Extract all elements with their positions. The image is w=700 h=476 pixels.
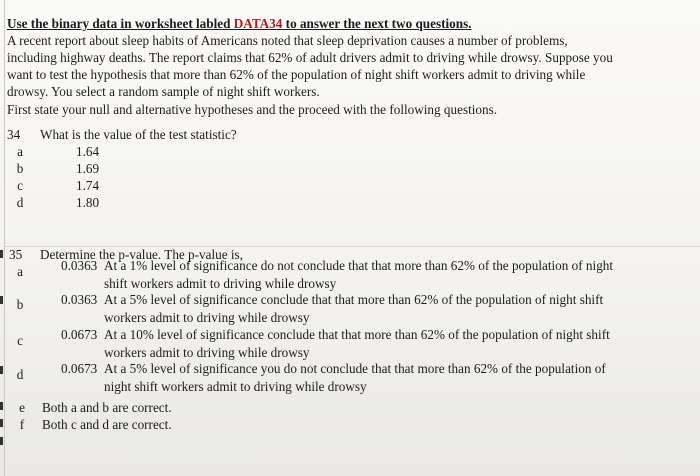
q35-option-b-letter: b xyxy=(16,297,24,312)
question-35-number: 35 xyxy=(9,247,23,262)
intro-line-3: want to test the hypothesis that more than 62% of the population of night shift workers admit to driving while xyxy=(7,67,586,82)
question-35-text: Determine the p-value. The p-value is, xyxy=(40,247,243,262)
q35-option-d-pvalue: 0.0673 xyxy=(61,361,98,376)
q35-option-e-text: Both a and b are correct. xyxy=(42,400,172,415)
row-marker xyxy=(0,419,3,427)
q35-option-b-pvalue: 0.0363 xyxy=(61,292,98,307)
row-marker xyxy=(0,296,3,304)
q35-option-c-pvalue: 0.0673 xyxy=(61,327,98,342)
q34-option-d-letter: d xyxy=(16,195,24,210)
q35-option-c-letter: c xyxy=(17,333,23,348)
q35-option-a-text-1: At a 1% level of significance do not conclude that that more than 62% of the population of night xyxy=(104,258,614,273)
intro-line-5: First state your null and alternative hypotheses and the proceed with the following questions. xyxy=(7,102,498,117)
q35-option-e-letter: e xyxy=(19,400,25,415)
intro-line-1: A recent report about sleep habits of Americans noted that sleep deprivation causes a number of problems, xyxy=(7,33,568,48)
q35-option-f-letter: f xyxy=(19,417,25,432)
question-34-number: 34 xyxy=(7,127,21,142)
q35-option-b-text-2: workers admit to driving while drowsy xyxy=(104,310,310,325)
q35-option-b-text-1: At a 5% level of significance conclude that that more than 62% of the population of night shift xyxy=(104,292,604,307)
q34-option-a-letter: a xyxy=(17,144,23,159)
q34-option-b-letter: b xyxy=(16,161,24,176)
q34-option-b-value: 1.69 xyxy=(76,161,100,176)
q34-option-c-value: 1.74 xyxy=(76,178,100,193)
intro-line-4: drowsy. You select a random sample of night shift workers. xyxy=(7,84,320,99)
q35-option-d-letter: d xyxy=(16,367,24,382)
heading-suffix: to answer the next two questions. xyxy=(282,16,472,31)
q35-option-f-text: Both c and d are correct. xyxy=(42,417,172,432)
column-border xyxy=(4,0,5,476)
q35-option-a-letter: a xyxy=(17,264,23,279)
q34-option-a-value: 1.64 xyxy=(76,144,100,159)
row-marker xyxy=(0,437,3,445)
q35-option-c-text-1: At a 10% level of significance conclude that that more than 62% of the population of night shift xyxy=(104,327,610,342)
instruction-heading xyxy=(7,16,472,32)
q35-option-c-text-2: workers admit to driving while drowsy xyxy=(104,345,310,360)
q35-option-d-text-2: night shift workers admit to driving while drowsy xyxy=(104,379,367,394)
q34-option-c-letter: c xyxy=(17,178,23,193)
q35-option-d-text-1: At a 5% level of significance you do not conclude that that more than 62% of the population of xyxy=(104,361,606,376)
q35-option-a-pvalue: 0.0363 xyxy=(61,258,98,273)
heading-sheet-name: DATA34 xyxy=(233,16,283,31)
q35-option-a-text-2: shift workers admit to driving while drowsy xyxy=(104,276,337,291)
q34-option-d-value: 1.80 xyxy=(76,195,100,210)
question-34-text: What is the value of the test statistic? xyxy=(40,127,237,142)
heading-prefix: Use the binary data in worksheet labled xyxy=(7,16,234,31)
intro-line-2: including highway deaths. The report claims that 62% of adult drivers admit to driving while drowsy. Suppose you xyxy=(7,50,613,65)
row-marker xyxy=(0,402,3,410)
row-marker xyxy=(0,366,3,374)
row-marker xyxy=(0,250,3,258)
